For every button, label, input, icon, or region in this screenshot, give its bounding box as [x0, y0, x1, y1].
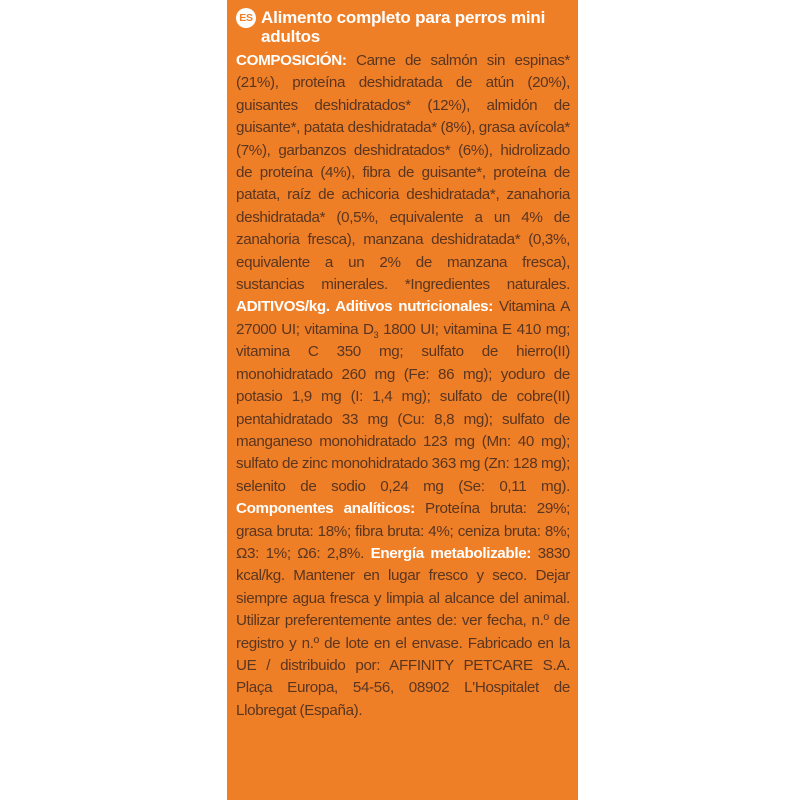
analytical-text: Proteína bruta: 29%; grasa bruta: 18%; fibra bruta: 4%; ceniza bruta: 8%; Ω3: 1%; Ω6: 2,8%. — [236, 500, 570, 562]
additives-text-part2: 1800 UI; vitamina E 410 mg; vitamina C 350 mg; sulfato de hierro(II) monohidratado 260 mg (Fe: 86 mg); yoduro de potasio 1,9 mg (I: 1,4 mg); sulfato de cobre(II) pentahidratado 33 mg (Cu: 8,8 mg); sulfato de manganeso monohidratado 123 mg (Mn: 40 mg); sulfato de zinc monohidratado 363 mg (Zn: 128 mg); selenito de sodio 0,24 mg (Se: 0,11 mg). — [236, 320, 570, 495]
composition-heading: COMPOSICIÓN: — [236, 52, 347, 69]
energy-text: 3830 kcal/kg. Mantener en lugar fresco y seco. Dejar siempre agua fresca y limpia al alcance del animal. Utilizar preferentemente antes de: ver fecha, n.º de registro y n.º de lote en el envase. Fabricado en la UE / distribuido por: AFFINITY PETCARE S.A. Plaça Europa, 54-56, 08902 L'Hospitalet de Llobregat (España). — [236, 544, 571, 719]
product-title: Alimento completo para perros mini adultos — [261, 8, 546, 46]
product-label-panel — [227, 0, 578, 800]
label-body-text — [236, 50, 570, 722]
label-title-row — [236, 8, 570, 46]
language-badge: ES — [236, 8, 256, 28]
additives-text-part1: Vitamina A 27000 UI; vitamina D — [236, 298, 571, 338]
analytical-heading: Componentes analíticos: — [236, 500, 415, 518]
energy-heading: Energía metabolizable: — [370, 544, 532, 562]
d3-subscript: 3 — [373, 329, 379, 340]
composition-text: Carne de salmón sin espinas* (21%), proteína deshidratada de atún (20%), guisantes deshidratados* (12%), almidón de guisante*, patata deshidratada* (8%), grasa avícola* (7%), garbanzos deshidratados* (6%), hidrolizado de proteína (4%), fibra de guisante*, proteína de patata, raíz de achicoria deshidratada*, zanahoria deshidratada* (0,5%, equivalente a un 4% de zanahoria fresca), manzana deshidratada* (0,3%, equivalente a un 2% de manzana fresca), sustancias minerales. *Ingredientes naturales. — [236, 52, 570, 294]
additives-heading: ADITIVOS/kg. Aditivos nutricionales: — [236, 298, 493, 316]
